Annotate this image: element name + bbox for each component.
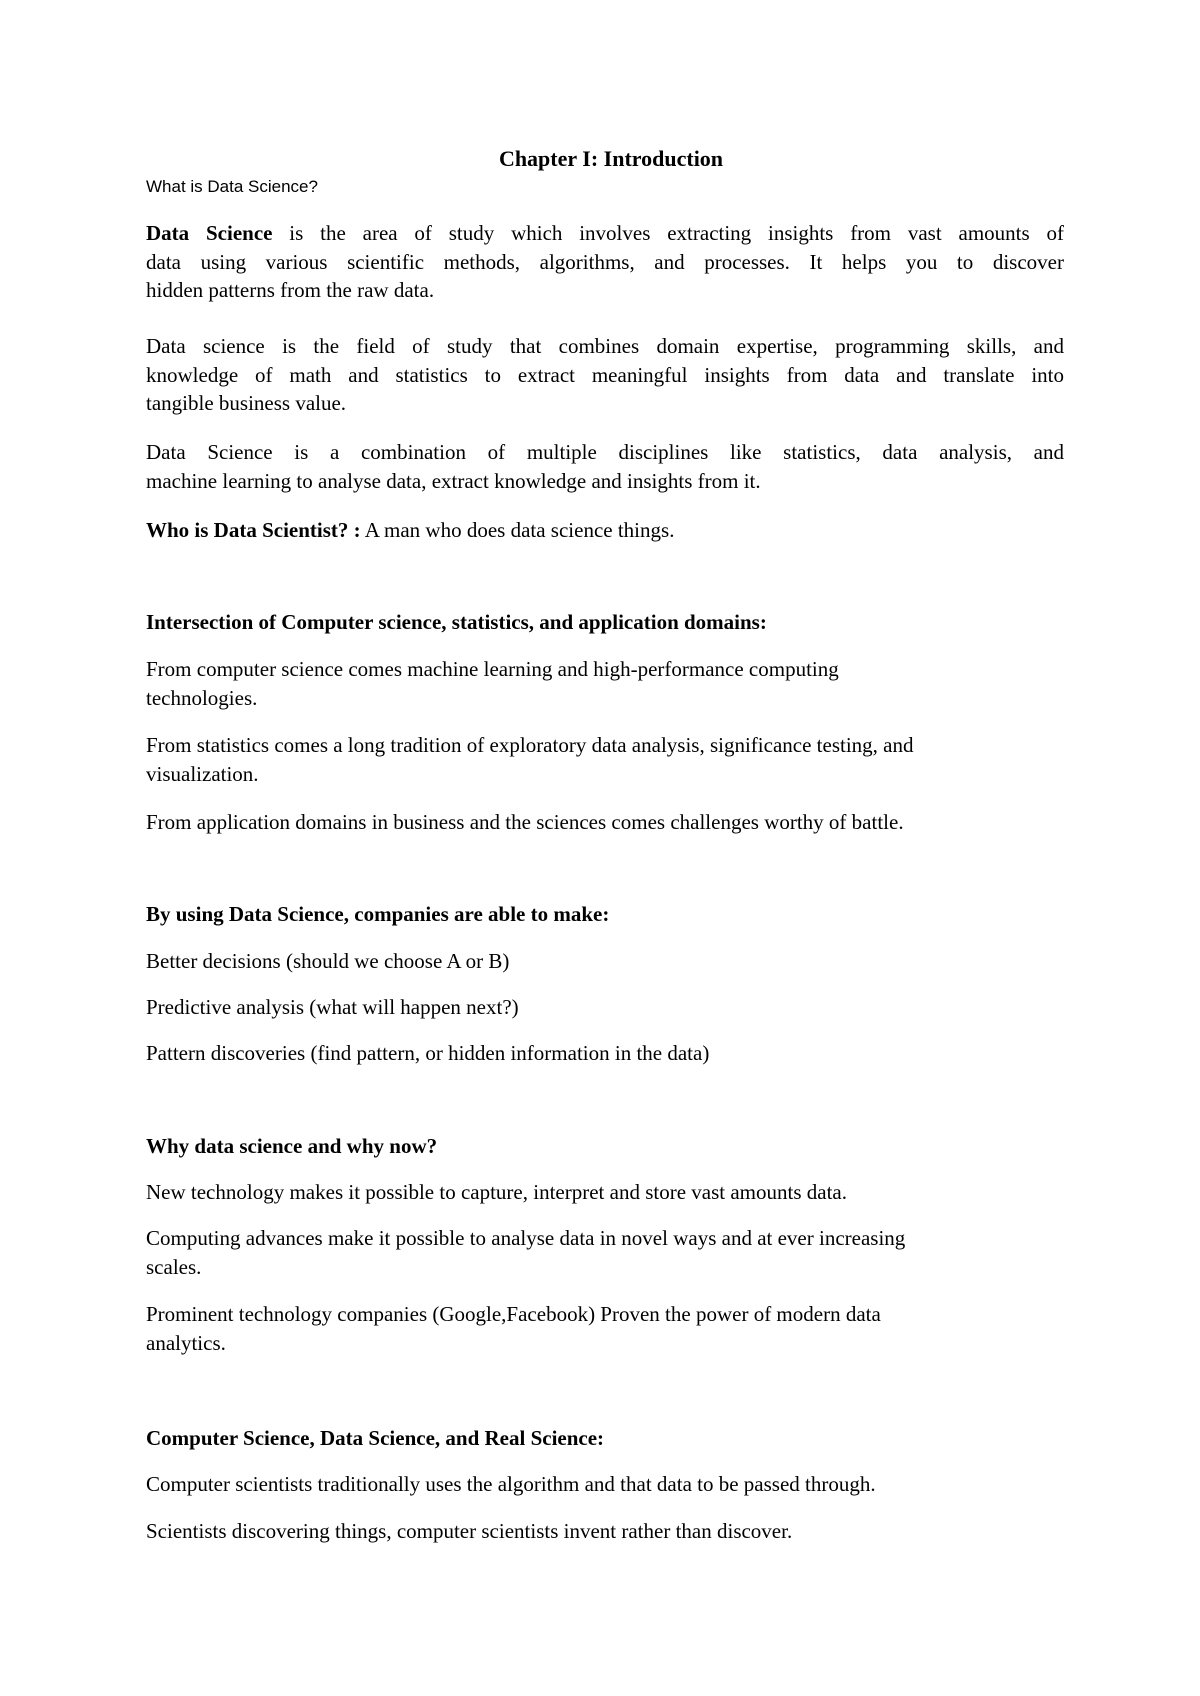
paragraph-line: From computer science comes machine learning and high-performance computing [146,657,839,681]
heading-text: Computer Science, Data Science, and Real Science: [146,1426,605,1450]
list-item-predictive-analysis [146,993,1064,1022]
list-item-scientists-discovering [146,1517,1064,1546]
bold-term-data-science: Data Science [146,221,273,245]
paragraph-line: hidden patterns from the raw data. [146,278,435,302]
chapter-title: Chapter I: Introduction [498,146,724,171]
paragraph-line: technologies. [146,685,258,710]
bold-question-who: Who is Data Scientist? : [146,518,361,542]
paragraph-line [146,516,1064,545]
paragraph-line: Predictive analysis (what will happen next?) [146,995,519,1019]
paragraph-line: machine learning to analyse data, extract knowledge and insights from it. [146,468,761,493]
section-heading-intersection [146,608,1064,637]
paragraph-line: Scientists discovering things, computer scientists invent rather than discover. [146,1519,793,1543]
heading-text: Intersection of Computer science, statistics, and application domains: [146,610,767,634]
list-item-computer-scientists [146,1470,1064,1499]
paragraph-line: tangible business value. [146,391,347,415]
section-heading-why-now [146,1132,1064,1161]
list-item-application-domains [146,808,1064,837]
list-item-statistics [146,731,1064,788]
paragraph-line: knowledge of math and statistics to extract meaningful insights from data and translate into [146,362,1064,387]
paragraph-line: From application domains in business and the sciences comes challenges worthy of battle. [146,810,904,834]
section-heading-real-science [146,1424,1064,1453]
paragraph-line: scales. [146,1254,202,1279]
paragraph-line: Data science is the field of study that combines domain expertise, programming skills, and [146,334,1064,358]
list-item-pattern-discoveries [146,1039,1064,1068]
list-item-computer-science [146,655,1064,712]
heading-text: By using Data Science, companies are able to make: [146,902,610,926]
heading-text: Why data science and why now? [146,1134,438,1158]
paragraph-line: Prominent technology companies (Google,Facebook) Proven the power of modern data [146,1302,881,1326]
paragraph-line: data using various scientific methods, algorithms, and processes. It helps you to discover [146,249,1064,274]
paragraph-line: From statistics comes a long tradition of exploratory data analysis, significance testing, and [146,733,914,757]
paragraph-who-is-data-scientist [146,516,1064,545]
list-item-prominent-companies [146,1300,1064,1357]
paragraph-line [146,219,1064,248]
section-heading-companies [146,900,1064,929]
paragraph-line: Better decisions (should we choose A or B) [146,949,510,973]
list-item-new-technology [146,1178,1064,1207]
paragraph-line: Data Science is a combination of multiple disciplines like statistics, data analysis, and [146,440,1064,464]
text-run: A man who does data science things. [360,518,675,542]
paragraph-line: Computing advances make it possible to analyse data in novel ways and at ever increasing [146,1226,906,1250]
paragraph-line: analytics. [146,1330,226,1355]
list-item-better-decisions [146,947,1064,976]
paragraph-definition-3 [146,438,1064,495]
paragraph-line: Pattern discoveries (find pattern, or hidden information in the data) [146,1041,710,1065]
paragraph-line: Computer scientists traditionally uses the algorithm and that data to be passed through. [146,1472,876,1496]
paragraph-line: New technology makes it possible to capture, interpret and store vast amounts data. [146,1180,847,1204]
list-item-computing-advances [146,1224,1064,1281]
paragraph-definition-2 [146,332,1064,418]
paragraph-definition-1 [146,219,1064,305]
paragraph-line: visualization. [146,761,259,786]
section-heading-what-is-data-science: What is Data Science? [146,177,318,196]
text-run: is the area of study which involves extracting insights from vast amounts of [272,221,1064,245]
